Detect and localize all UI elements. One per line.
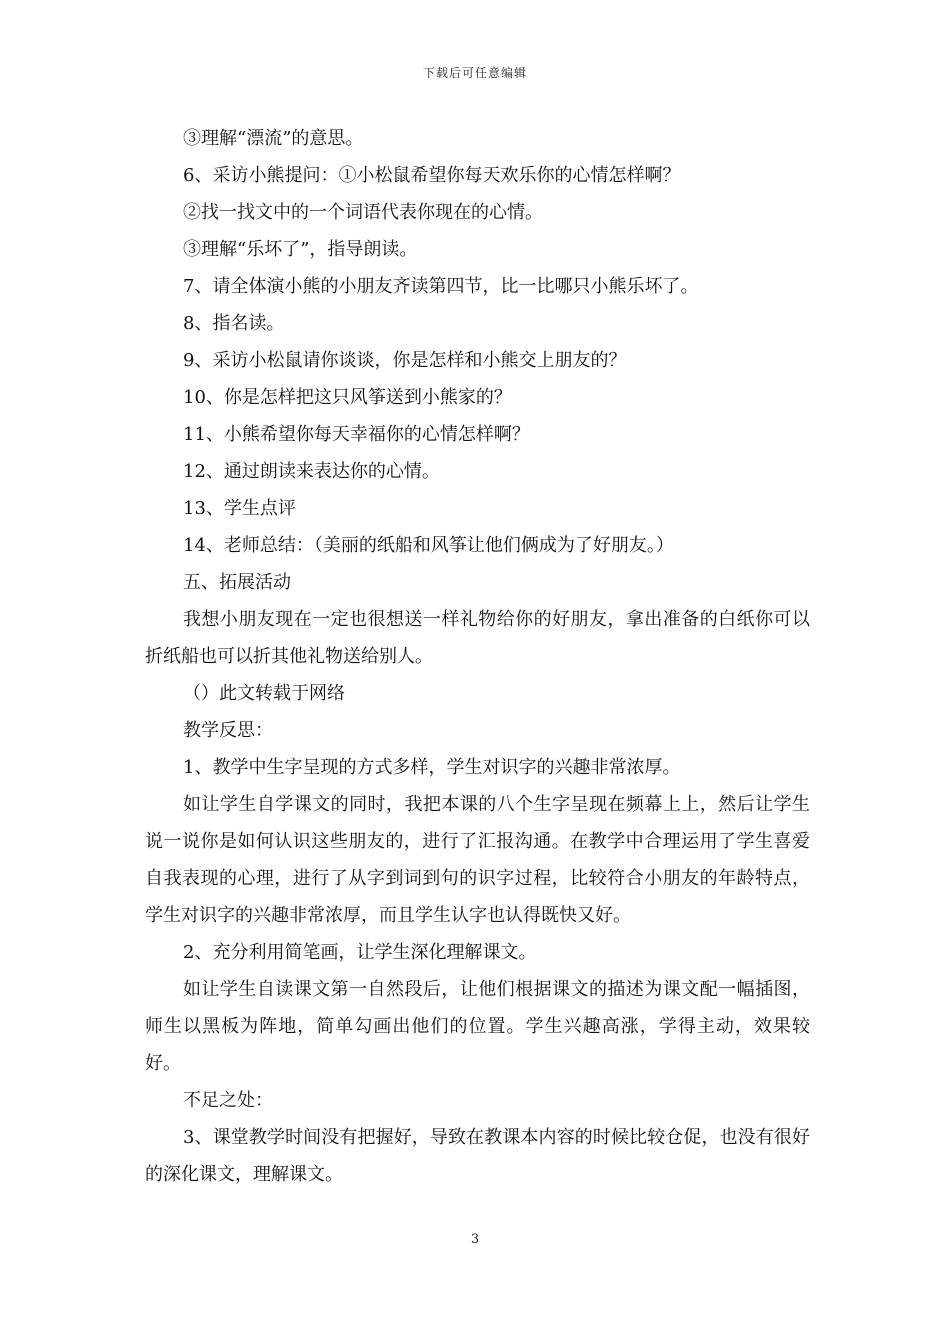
paragraph: ③理解“乐坏了”，指导朗读。: [183, 239, 418, 260]
paragraph: 10、你是怎样把这只风筝送到小熊家的？: [183, 387, 512, 408]
paragraph: 2、充分利用简笔画，让学生深化理解课文。: [183, 942, 537, 963]
paragraph: 6、采访小熊提问：①小松鼠希望你每天欢乐你的心情怎样啊？: [183, 165, 681, 186]
paragraph: 13、学生点评: [183, 498, 296, 519]
paragraph: 14、老师总结：（美丽的纸船和风筝让他们俩成为了好朋友。）: [183, 535, 674, 556]
paragraph: ②找一找文中的一个词语代表你现在的心情。: [183, 202, 543, 223]
paragraph: 3、课堂教学时间没有把握好，导致在教课本内容的时候比较仓促，也没有很好的深化课文，理解课文。: [145, 1127, 810, 1185]
paragraph: （）此文转载于网络: [183, 683, 345, 704]
page-number: 3: [470, 1232, 480, 1247]
section-heading: 五、拓展活动: [183, 572, 291, 593]
paragraph: 11、小熊希望你每天幸福你的心情怎样啊？: [183, 424, 530, 445]
paragraph: 如让学生自学课文的同时，我把本课的八个生字呈现在频幕上上，然后让学生说一说你是如何认识这些朋友的，进行了汇报沟通。在教学中合理运用了学生喜爱自我表现的心理，进行了从字到词到句的识字过程，比较符合小朋友的年龄特点，学生对识字的兴趣非常浓厚，而且学生认字也认得既快又好。: [145, 794, 810, 926]
body-text: [145, 120, 810, 1193]
paragraph: 1、教学中生字呈现的方式多样，学生对识字的兴趣非常浓厚。: [183, 757, 681, 778]
section-heading: 教学反思：: [183, 720, 273, 741]
page-header: 下载后可任意编辑: [422, 66, 527, 80]
paragraph: 7、请全体演小熊的小朋友齐读第四节，比一比哪只小熊乐坏了。: [183, 276, 699, 297]
paragraph: 如让学生自读课文第一自然段后，让他们根据课文的描述为课文配一幅插图，师生以黑板为阵地，简单勾画出他们的位置。学生兴趣高涨，学得主动，效果较好。: [145, 979, 810, 1074]
paragraph: 12、通过朗读来表达你的心情。: [183, 461, 440, 482]
section-heading: 不足之处：: [183, 1090, 273, 1111]
paragraph: ③理解“漂流”的意思。: [183, 128, 364, 149]
paragraph: 我想小朋友现在一定也很想送一样礼物给你的好朋友，拿出准备的白纸你可以折纸船也可以折其他礼物送给别人。: [145, 609, 810, 667]
paragraph: 9、采访小松鼠请你谈谈，你是怎样和小熊交上朋友的？: [183, 350, 627, 371]
paragraph: 8、指名读。: [183, 313, 285, 334]
